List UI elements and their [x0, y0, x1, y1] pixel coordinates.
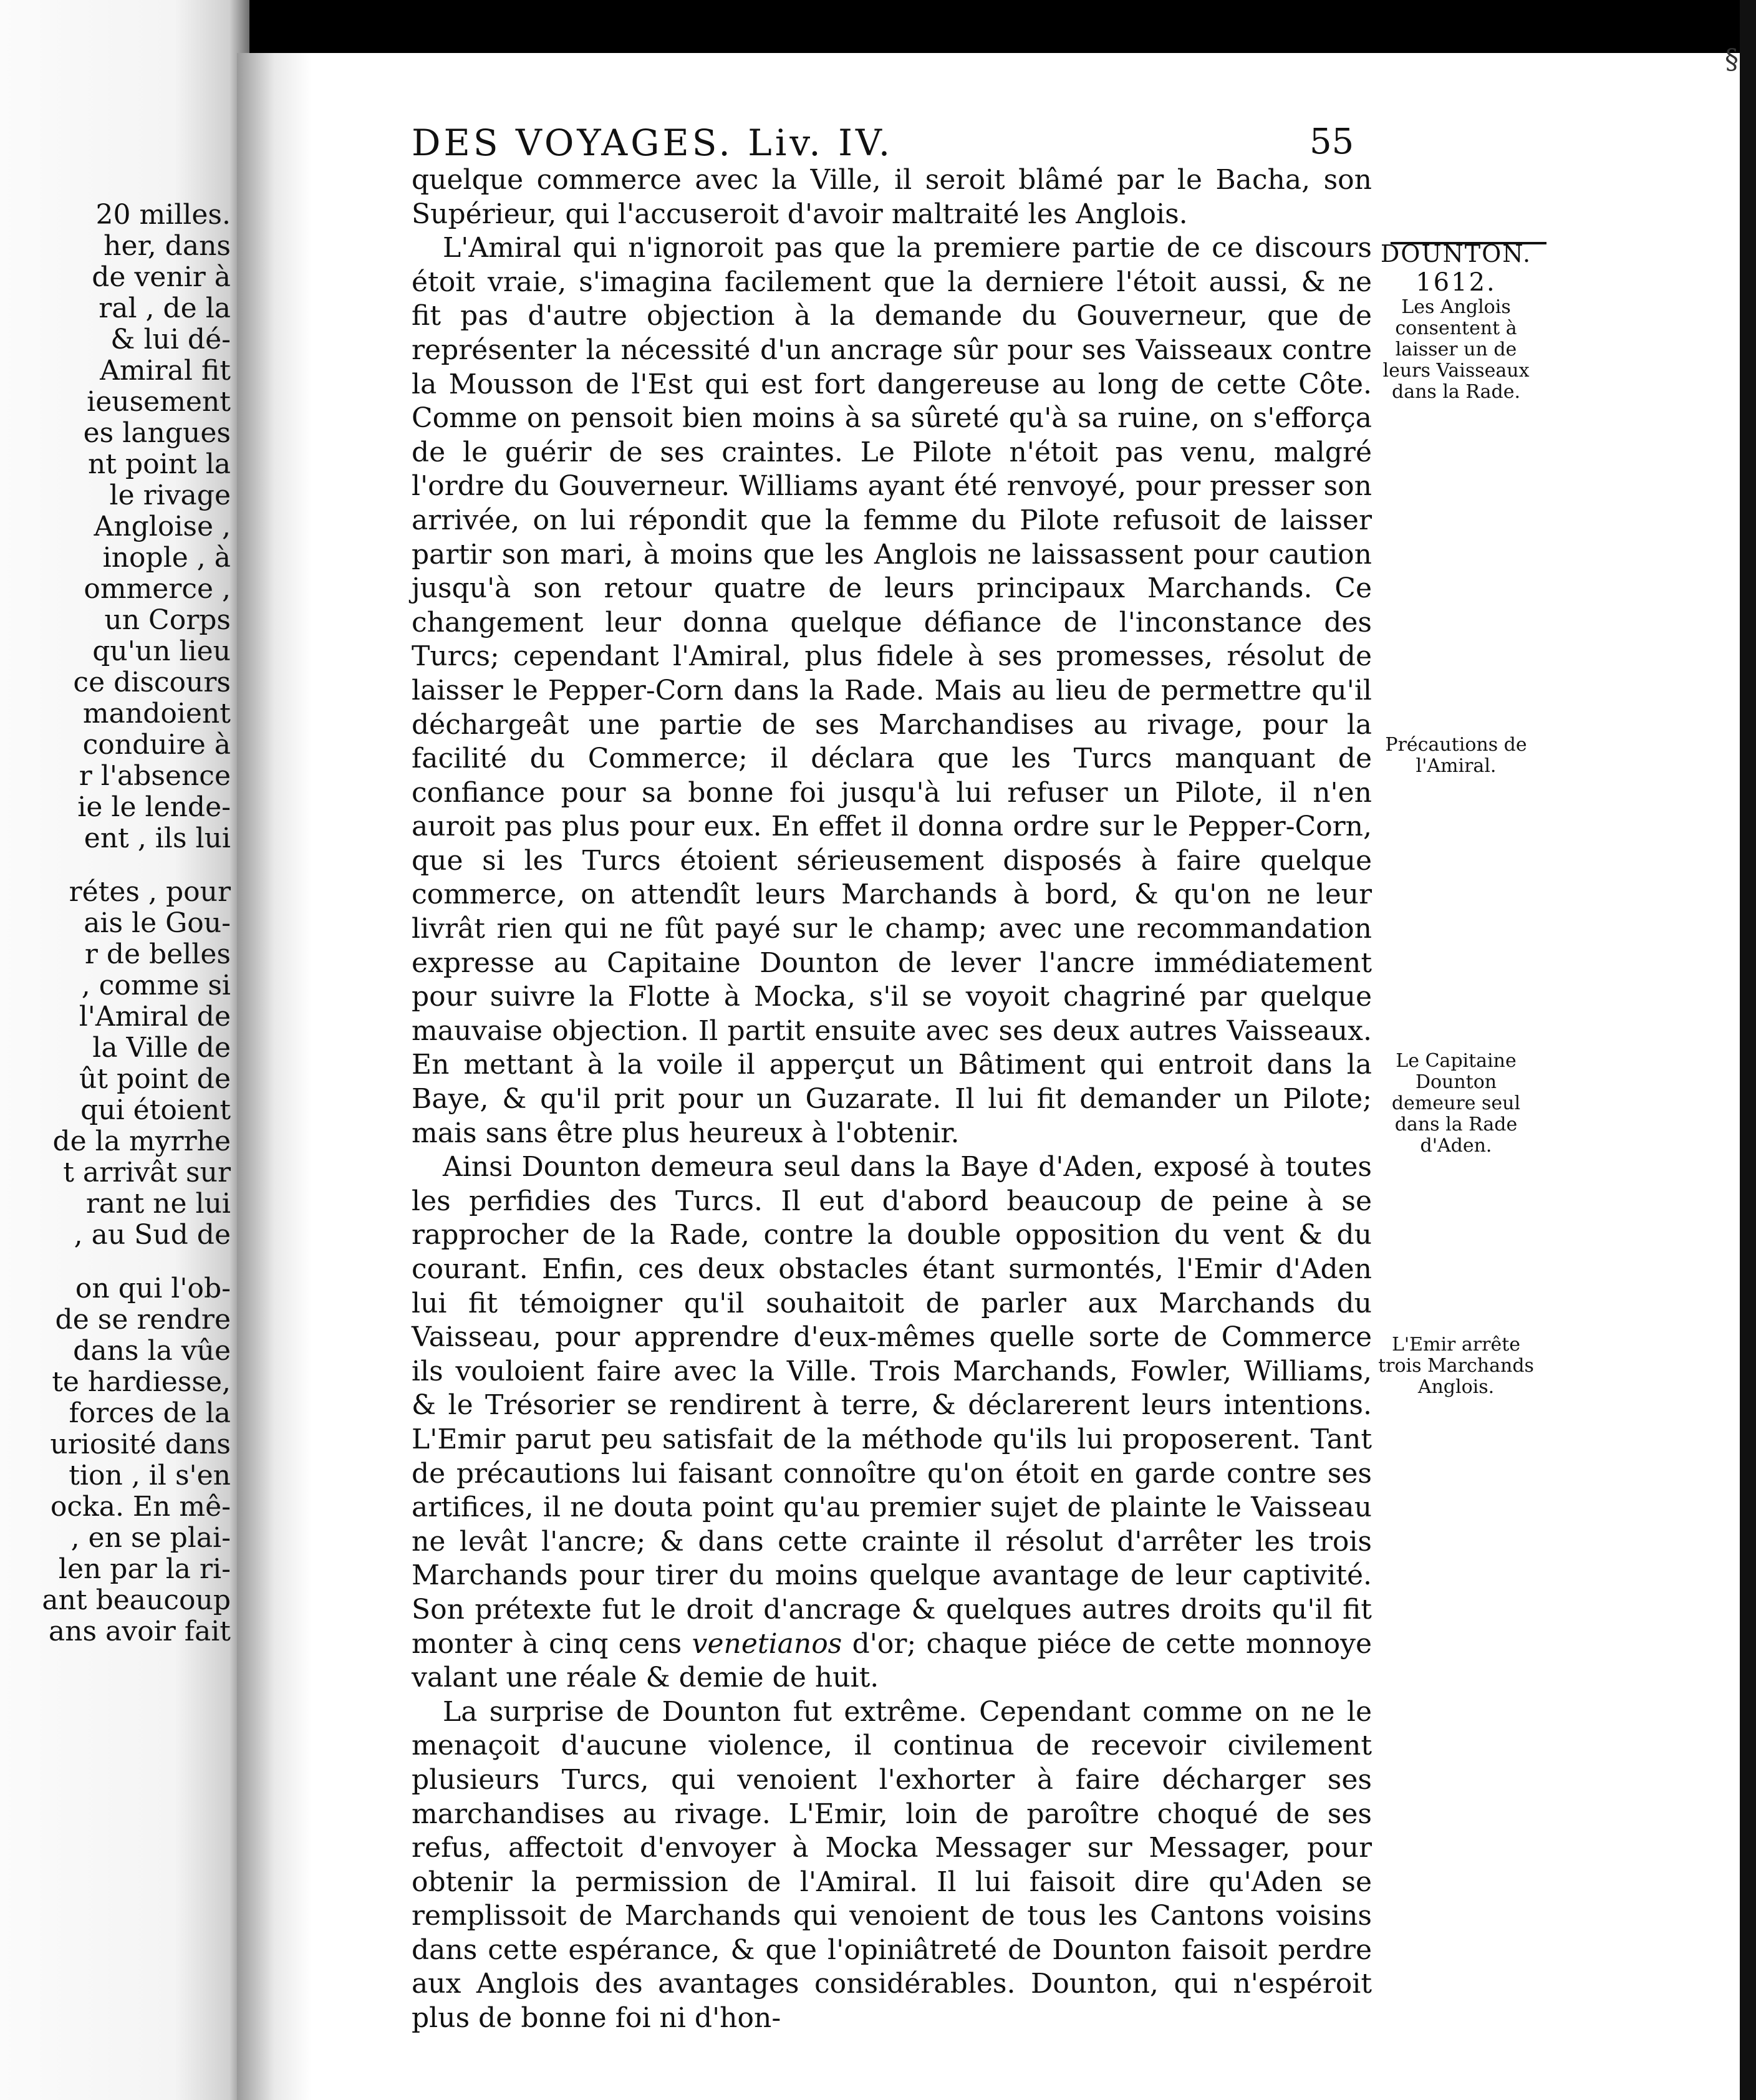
left-fragment-line: ie le lende- — [77, 791, 231, 823]
paragraph-2: L'Amiral qui n'ignoroit pas que la premiere partie de ce discours étoit vraie, s'imagina facilement que la derniere l'étoit aussi, & ne fit pas d'autre objection à la demande du Gouverneur, que de représenter la nécessité d'un ancrage sûr pour ses Vaisseaux contre la Mousson de l'Est qui est fort dangereuse au long de cette Côte. Comme on pensoit bien moins à sa sûreté qu'à sa ruine, on s'efforça de le guérir de ses craintes. Le Pilote n'étoit pas venu, malgré l'ordre du Gouverneur. Williams ayant été renvoyé, pour presser son arrivée, on lui répondit que la femme du Pilote refusoit de laisser partir son mari, à moins que les Anglois ne laissassent pour caution jusqu'à son retour quatre de leurs principaux Marchands. Ce changement leur donna quelque défiance de l'inconstance des Turcs; cependant l'Amiral, plus fidele à ses promesses, résolut de laisser le Pepper-Corn dans la Rade. Mais au lieu de permettre qu'il déchargeât une partie de ses Marchandises au rivage, pour la facilité du Commerce; il déclara que les Turcs manquant de confiance pour sa bonne foi jusqu'à lui refuser un Pilote, il n'en auroit pas plus pour eux. En effet il donna ordre sur le Pepper-Corn, que si les Turcs étoient sérieusement disposés à faire quelque commerce, on attendît leurs Marchands à bord, & qu'on ne leur livrât rien qui ne fût payé sur le champ; avec une recommandation expresse au Capitaine Dounton de lever l'ancre immédiatement pour suivre la Flotte à Mocka, s'il se voyoit chagriné par quelque mauvaise objection. Il partit ensuite avec ses deux autres Vaisseaux. En mettant à la voile il apperçut un Bâtiment qui entroit dans la Baye, & qu'il prit pour un Guzarate. Il lui fit demander un Pilote; mais sans être plus heureux à l'obtenir. — [412, 232, 1372, 1149]
paragraph-1: quelque commerce avec la Ville, il seroit blâmé par le Bacha, son Supérieur, qui l'accuseroit d'avoir maltraité les Anglois. — [412, 164, 1372, 230]
left-fragment-line: qui étoient — [80, 1094, 231, 1126]
left-fragment-line: te hardiesse, — [52, 1366, 231, 1398]
left-fragment-line: l'Amiral de — [79, 1001, 231, 1033]
left-fragment-line: de la myrrhe — [52, 1125, 231, 1157]
left-fragment-line: Amiral fit — [100, 355, 231, 387]
left-fragment-line: , au Sud de — [74, 1219, 231, 1251]
paragraph-3-text-b: d'or; chaque piéce de cette monnoye valant une réale & demie de huit. — [412, 1627, 1372, 1694]
main-text — [412, 163, 1372, 2036]
corner-mark: § — [1725, 44, 1739, 75]
margin-heading: DOUNTON. — [1380, 240, 1532, 267]
left-fragment-line: tion , il s'en — [69, 1460, 231, 1491]
margin-note-2: Précautions de l'Amiral. — [1385, 734, 1527, 777]
left-fragment-line: inople , à — [102, 542, 231, 574]
left-fragment-line: ant beaucoup — [42, 1584, 231, 1616]
running-header — [412, 122, 1354, 164]
left-fragment-line: un Corps — [104, 604, 231, 636]
left-fragment-line: mandoient — [82, 698, 231, 730]
paragraph-3 — [412, 1150, 1372, 1695]
left-fragment-line: dans la vûe — [73, 1335, 231, 1367]
left-fragment-line: r de belles — [84, 938, 231, 970]
left-fragment-line: es langues — [83, 417, 231, 449]
left-fragment-line: rétes , pour — [69, 876, 231, 908]
left-fragment-line: forces de la — [69, 1397, 231, 1429]
left-fragment-line: her, dans — [104, 230, 231, 262]
left-fragment-line: ce discours — [73, 667, 231, 698]
paragraph-4: La surprise de Dounton fut extrême. Cependant comme on ne le menaçoit d'aucune violence, il continua de recevoir civilement plusieurs Turcs, qui venoient l'exhorter à faire décharger ses marchandises au rivage. L'Emir, loin de paroître choqué de ses refus, affectoit d'envoyer à Mocka Messager sur Messager, pour obtenir la permission de l'Amiral. Il lui faisoit dire qu'Aden se remplissoit de Marchands qui venoient de tous les Cantons voisins dans cette espérance, & que l'opiniâtreté de Dounton faisoit perdre aux Anglois des avantages considérables. Dounton, qui n'espéroit plus de bonne foi ni d'hon- — [412, 1695, 1372, 2035]
left-fragment-line: & lui dé- — [110, 324, 231, 355]
paragraph-3-text-a: Ainsi Dounton demeura seul dans la Baye d'Aden, exposé à toutes les perfidies des Turcs. Il eut d'abord beaucoup de peine à se rapprocher de la Rade, contre la double opposition du vent & du courant. Enfin, ces deux obstacles étant surmontés, l'Emir d'Aden lui fit témoigner qu'il souhaitoit de parler aux Marchands du Vaisseau, pour apprendre d'eux-mêmes quelle sorte de Commerce ils vouloient faire avec la Ville. Trois Marchands, Fowler, Williams, & le Trésorier se rendirent à terre, & déclarerent leurs intentions. L'Emir parut peu satisfait de la méthode qu'ils lui proposerent. Tant de précautions lui faisant connoître qu'on étoit en garde contre ses artifices, il ne douta point qu'au premier sujet de plainte le Vaisseau ne levât l'ancre; & dans cette crainte il résolut d'arrêter les trois Marchands pour tirer du moins quelque avantage de leur captivité. Son prétexte fut le droit d'ancrage & quelques autres droits qu'il fit monter à cinq cens — [412, 1151, 1372, 1660]
left-fragment-line: ocka. En mê- — [50, 1491, 231, 1523]
left-fragment-line: Angloise , — [94, 511, 231, 542]
margin-note-4: L'Emir arrête trois Marchands Anglois. — [1378, 1334, 1534, 1398]
left-fragment-line: conduire à — [82, 729, 231, 761]
left-fragment-line: r l'absence — [79, 760, 231, 792]
left-fragment-line: ieusement — [87, 386, 231, 418]
left-fragment-line: nt point la — [87, 448, 231, 480]
left-fragment-line: ans avoir fait — [48, 1616, 231, 1647]
running-title: DES VOYAGES. Liv. IV. — [412, 122, 894, 164]
left-fragment-line: 20 milles. — [95, 199, 231, 231]
page-number: 55 — [1310, 122, 1354, 162]
left-facing-page — [0, 0, 249, 2100]
left-fragment-line: qu'un lieu — [92, 635, 231, 667]
margin-year: 1612. — [1416, 268, 1497, 297]
left-fragment-line: ommerce , — [84, 573, 231, 605]
left-fragment-line: uriosité dans — [50, 1428, 231, 1460]
left-fragment-line: de venir à — [92, 261, 231, 293]
left-fragment-line: , en se plai- — [70, 1522, 231, 1554]
left-fragment-line: ent , ils lui — [84, 822, 231, 854]
left-fragment-line: ût point de — [79, 1063, 231, 1095]
left-fragment-line: , comme si — [81, 970, 231, 1001]
margin-heading-block — [1372, 239, 1540, 403]
left-fragment-line: t arrivât sur — [63, 1157, 231, 1188]
margin-note-3: Le Capitaine Dounton demeure seul dans la Rade d'Aden. — [1391, 1050, 1521, 1157]
left-fragment-line: le rivage — [109, 479, 231, 511]
left-fragment-line: len par la ri- — [58, 1553, 231, 1585]
venetianos-italic: venetianos — [692, 1627, 842, 1660]
margin-note-1: Les Anglois consentent à laisser un de leurs Vaisseaux dans la Rade. — [1382, 296, 1530, 403]
left-fragment-line — [6, 1251, 231, 1273]
scan-right-edge — [1740, 0, 1756, 2100]
left-fragment-line: la Ville de — [92, 1032, 231, 1064]
left-fragment-line: ais le Gou- — [84, 907, 231, 939]
left-fragment-line: ral , de la — [99, 292, 231, 324]
left-fragment-line: on qui l'ob- — [75, 1273, 231, 1304]
left-fragment-line — [6, 854, 231, 877]
left-page-text-fragments — [6, 200, 231, 1647]
left-fragment-line: de se rendre — [55, 1304, 231, 1336]
left-fragment-line: rant ne lui — [85, 1188, 231, 1220]
